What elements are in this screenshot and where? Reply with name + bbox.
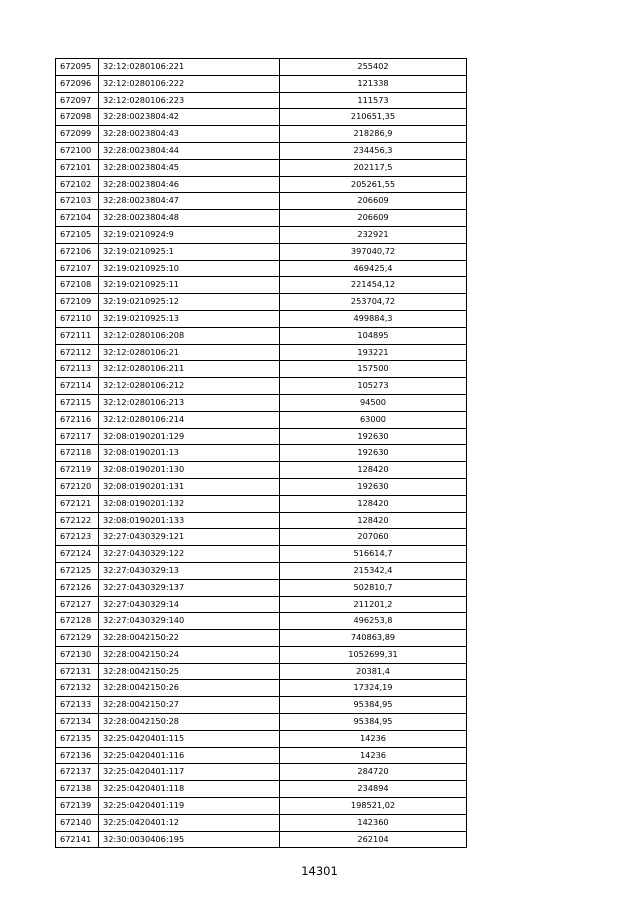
row-number-cell: 672098 bbox=[56, 109, 99, 126]
cadastral-number-cell: 32:28:0042150:26 bbox=[99, 680, 280, 697]
row-number-cell: 672137 bbox=[56, 764, 99, 781]
page-number: 14301 bbox=[301, 864, 338, 878]
table-row bbox=[56, 831, 467, 848]
row-number-cell: 672112 bbox=[56, 344, 99, 361]
row-number-cell: 672113 bbox=[56, 361, 99, 378]
cadastral-number-cell: 32:27:0430329:137 bbox=[99, 579, 280, 596]
table-row bbox=[56, 226, 467, 243]
cadastral-value-cell: 499884,3 bbox=[280, 310, 467, 327]
cadastral-number-cell: 32:19:0210924:9 bbox=[99, 226, 280, 243]
row-number-cell: 672105 bbox=[56, 226, 99, 243]
cadastral-value-cell: 95384,95 bbox=[280, 714, 467, 731]
cadastral-number-cell: 32:28:0023804:47 bbox=[99, 193, 280, 210]
row-number-cell: 672135 bbox=[56, 730, 99, 747]
row-number-cell: 672099 bbox=[56, 126, 99, 143]
cadastral-value-cell: 121338 bbox=[280, 75, 467, 92]
row-number-cell: 672138 bbox=[56, 781, 99, 798]
table-row bbox=[56, 294, 467, 311]
row-number-cell: 672133 bbox=[56, 697, 99, 714]
cadastral-number-cell: 32:25:0420401:118 bbox=[99, 781, 280, 798]
cadastral-value-cell: 14236 bbox=[280, 730, 467, 747]
table-row bbox=[56, 126, 467, 143]
table-row bbox=[56, 512, 467, 529]
cadastral-value-cell: 95384,95 bbox=[280, 697, 467, 714]
cadastral-number-cell: 32:28:0023804:44 bbox=[99, 142, 280, 159]
table-row bbox=[56, 411, 467, 428]
table-row bbox=[56, 747, 467, 764]
cadastral-value-cell: 255402 bbox=[280, 59, 467, 76]
cadastral-value-cell: 192630 bbox=[280, 445, 467, 462]
row-number-cell: 672118 bbox=[56, 445, 99, 462]
row-number-cell: 672116 bbox=[56, 411, 99, 428]
cadastral-value-cell: 253704,72 bbox=[280, 294, 467, 311]
table-row bbox=[56, 92, 467, 109]
row-number-cell: 672123 bbox=[56, 529, 99, 546]
cadastral-value-cell: 740863,89 bbox=[280, 630, 467, 647]
cadastral-number-cell: 32:12:0280106:223 bbox=[99, 92, 280, 109]
cadastral-value-cell: 206609 bbox=[280, 210, 467, 227]
cadastral-number-cell: 32:27:0430329:140 bbox=[99, 613, 280, 630]
cadastral-number-cell: 32:30:0030406:195 bbox=[99, 831, 280, 848]
table-row bbox=[56, 361, 467, 378]
cadastral-value-cell: 157500 bbox=[280, 361, 467, 378]
row-number-cell: 672115 bbox=[56, 394, 99, 411]
table-row bbox=[56, 781, 467, 798]
row-number-cell: 672110 bbox=[56, 310, 99, 327]
cadastral-value-cell: 193221 bbox=[280, 344, 467, 361]
table-row bbox=[56, 495, 467, 512]
cadastral-number-cell: 32:08:0190201:131 bbox=[99, 478, 280, 495]
cadastral-number-cell: 32:12:0280106:221 bbox=[99, 59, 280, 76]
cadastral-number-cell: 32:08:0190201:133 bbox=[99, 512, 280, 529]
table-row bbox=[56, 260, 467, 277]
table-row bbox=[56, 478, 467, 495]
row-number-cell: 672121 bbox=[56, 495, 99, 512]
row-number-cell: 672126 bbox=[56, 579, 99, 596]
cadastral-number-cell: 32:27:0430329:122 bbox=[99, 546, 280, 563]
table-row bbox=[56, 243, 467, 260]
row-number-cell: 672117 bbox=[56, 428, 99, 445]
row-number-cell: 672095 bbox=[56, 59, 99, 76]
cadastral-number-cell: 32:12:0280106:208 bbox=[99, 327, 280, 344]
row-number-cell: 672140 bbox=[56, 814, 99, 831]
row-number-cell: 672122 bbox=[56, 512, 99, 529]
table-row bbox=[56, 310, 467, 327]
cadastral-value-cell: 104895 bbox=[280, 327, 467, 344]
table-row bbox=[56, 798, 467, 815]
row-number-cell: 672119 bbox=[56, 462, 99, 479]
cadastral-number-cell: 32:28:0023804:43 bbox=[99, 126, 280, 143]
row-number-cell: 672120 bbox=[56, 478, 99, 495]
row-number-cell: 672129 bbox=[56, 630, 99, 647]
table-row bbox=[56, 210, 467, 227]
cadastral-value-cell: 232921 bbox=[280, 226, 467, 243]
row-number-cell: 672109 bbox=[56, 294, 99, 311]
cadastral-value-cell: 262104 bbox=[280, 831, 467, 848]
cadastral-value-cell: 128420 bbox=[280, 495, 467, 512]
table-row bbox=[56, 176, 467, 193]
cadastral-number-cell: 32:25:0420401:119 bbox=[99, 798, 280, 815]
cadastral-value-cell: 105273 bbox=[280, 378, 467, 395]
row-number-cell: 672104 bbox=[56, 210, 99, 227]
cadastral-number-cell: 32:12:0280106:213 bbox=[99, 394, 280, 411]
cadastral-number-cell: 32:08:0190201:129 bbox=[99, 428, 280, 445]
table-row bbox=[56, 193, 467, 210]
cadastral-number-cell: 32:12:0280106:211 bbox=[99, 361, 280, 378]
table-row bbox=[56, 613, 467, 630]
cadastral-number-cell: 32:08:0190201:132 bbox=[99, 495, 280, 512]
table-row bbox=[56, 428, 467, 445]
row-number-cell: 672100 bbox=[56, 142, 99, 159]
cadastral-value-cell: 17324,19 bbox=[280, 680, 467, 697]
cadastral-number-cell: 32:28:0023804:46 bbox=[99, 176, 280, 193]
table-row bbox=[56, 142, 467, 159]
table-row bbox=[56, 462, 467, 479]
row-number-cell: 672101 bbox=[56, 159, 99, 176]
table-row bbox=[56, 327, 467, 344]
table-row bbox=[56, 562, 467, 579]
cadastral-value-cell: 218286,9 bbox=[280, 126, 467, 143]
cadastral-number-cell: 32:19:0210925:1 bbox=[99, 243, 280, 260]
row-number-cell: 672106 bbox=[56, 243, 99, 260]
table-row bbox=[56, 75, 467, 92]
row-number-cell: 672131 bbox=[56, 663, 99, 680]
cadastral-value-table bbox=[55, 58, 467, 848]
cadastral-value-cell: 284720 bbox=[280, 764, 467, 781]
table-row bbox=[56, 394, 467, 411]
cadastral-value-cell: 1052699,31 bbox=[280, 646, 467, 663]
row-number-cell: 672125 bbox=[56, 562, 99, 579]
cadastral-value-cell: 63000 bbox=[280, 411, 467, 428]
cadastral-number-cell: 32:25:0420401:117 bbox=[99, 764, 280, 781]
cadastral-value-cell: 111573 bbox=[280, 92, 467, 109]
row-number-cell: 672107 bbox=[56, 260, 99, 277]
cadastral-value-cell: 469425,4 bbox=[280, 260, 467, 277]
cadastral-number-cell: 32:19:0210925:12 bbox=[99, 294, 280, 311]
table-row bbox=[56, 663, 467, 680]
table-row bbox=[56, 714, 467, 731]
cadastral-number-cell: 32:19:0210925:11 bbox=[99, 277, 280, 294]
cadastral-value-cell: 210651,35 bbox=[280, 109, 467, 126]
cadastral-number-cell: 32:28:0023804:48 bbox=[99, 210, 280, 227]
table-row bbox=[56, 546, 467, 563]
table-row bbox=[56, 109, 467, 126]
cadastral-value-cell: 207060 bbox=[280, 529, 467, 546]
table-row bbox=[56, 579, 467, 596]
table-row bbox=[56, 159, 467, 176]
cadastral-number-cell: 32:25:0420401:12 bbox=[99, 814, 280, 831]
cadastral-value-cell: 234894 bbox=[280, 781, 467, 798]
cadastral-number-cell: 32:28:0042150:22 bbox=[99, 630, 280, 647]
cadastral-value-cell: 206609 bbox=[280, 193, 467, 210]
table-row bbox=[56, 697, 467, 714]
table-row bbox=[56, 730, 467, 747]
cadastral-value-cell: 198521,02 bbox=[280, 798, 467, 815]
cadastral-number-cell: 32:27:0430329:121 bbox=[99, 529, 280, 546]
table-row bbox=[56, 378, 467, 395]
cadastral-number-cell: 32:08:0190201:13 bbox=[99, 445, 280, 462]
cadastral-value-cell: 234456,3 bbox=[280, 142, 467, 159]
row-number-cell: 672103 bbox=[56, 193, 99, 210]
cadastral-value-cell: 205261,55 bbox=[280, 176, 467, 193]
cadastral-number-cell: 32:28:0042150:25 bbox=[99, 663, 280, 680]
table-row bbox=[56, 764, 467, 781]
cadastral-value-cell: 128420 bbox=[280, 512, 467, 529]
cadastral-number-cell: 32:27:0430329:14 bbox=[99, 596, 280, 613]
table-row bbox=[56, 529, 467, 546]
cadastral-value-cell: 192630 bbox=[280, 478, 467, 495]
table-row bbox=[56, 277, 467, 294]
row-number-cell: 672128 bbox=[56, 613, 99, 630]
row-number-cell: 672114 bbox=[56, 378, 99, 395]
table-row bbox=[56, 814, 467, 831]
cadastral-value-cell: 128420 bbox=[280, 462, 467, 479]
row-number-cell: 672141 bbox=[56, 831, 99, 848]
cadastral-value-cell: 496253,8 bbox=[280, 613, 467, 630]
row-number-cell: 672108 bbox=[56, 277, 99, 294]
cadastral-number-cell: 32:19:0210925:10 bbox=[99, 260, 280, 277]
cadastral-number-cell: 32:25:0420401:115 bbox=[99, 730, 280, 747]
cadastral-value-cell: 94500 bbox=[280, 394, 467, 411]
cadastral-value-cell: 215342,4 bbox=[280, 562, 467, 579]
cadastral-number-cell: 32:12:0280106:222 bbox=[99, 75, 280, 92]
cadastral-value-cell: 516614,7 bbox=[280, 546, 467, 563]
cadastral-number-cell: 32:12:0280106:212 bbox=[99, 378, 280, 395]
cadastral-number-cell: 32:28:0042150:28 bbox=[99, 714, 280, 731]
table-body bbox=[56, 59, 467, 848]
row-number-cell: 672136 bbox=[56, 747, 99, 764]
row-number-cell: 672132 bbox=[56, 680, 99, 697]
cadastral-value-cell: 397040,72 bbox=[280, 243, 467, 260]
cadastral-number-cell: 32:25:0420401:116 bbox=[99, 747, 280, 764]
cadastral-value-cell: 502810,7 bbox=[280, 579, 467, 596]
cadastral-number-cell: 32:12:0280106:214 bbox=[99, 411, 280, 428]
table-row bbox=[56, 680, 467, 697]
table-row bbox=[56, 646, 467, 663]
row-number-cell: 672124 bbox=[56, 546, 99, 563]
table-row bbox=[56, 344, 467, 361]
cadastral-value-cell: 221454,12 bbox=[280, 277, 467, 294]
table-row bbox=[56, 445, 467, 462]
cadastral-number-cell: 32:12:0280106:21 bbox=[99, 344, 280, 361]
row-number-cell: 672130 bbox=[56, 646, 99, 663]
cadastral-value-cell: 192630 bbox=[280, 428, 467, 445]
cadastral-number-cell: 32:28:0042150:24 bbox=[99, 646, 280, 663]
row-number-cell: 672111 bbox=[56, 327, 99, 344]
cadastral-value-cell: 20381,4 bbox=[280, 663, 467, 680]
cadastral-number-cell: 32:28:0023804:42 bbox=[99, 109, 280, 126]
row-number-cell: 672139 bbox=[56, 798, 99, 815]
row-number-cell: 672102 bbox=[56, 176, 99, 193]
row-number-cell: 672096 bbox=[56, 75, 99, 92]
cadastral-value-cell: 142360 bbox=[280, 814, 467, 831]
cadastral-number-cell: 32:19:0210925:13 bbox=[99, 310, 280, 327]
cadastral-number-cell: 32:28:0042150:27 bbox=[99, 697, 280, 714]
table-row bbox=[56, 630, 467, 647]
cadastral-number-cell: 32:27:0430329:13 bbox=[99, 562, 280, 579]
cadastral-number-cell: 32:08:0190201:130 bbox=[99, 462, 280, 479]
row-number-cell: 672097 bbox=[56, 92, 99, 109]
cadastral-value-cell: 211201,2 bbox=[280, 596, 467, 613]
table-row bbox=[56, 596, 467, 613]
cadastral-value-cell: 202117,5 bbox=[280, 159, 467, 176]
cadastral-number-cell: 32:28:0023804:45 bbox=[99, 159, 280, 176]
row-number-cell: 672127 bbox=[56, 596, 99, 613]
cadastral-value-cell: 14236 bbox=[280, 747, 467, 764]
table-row bbox=[56, 59, 467, 76]
row-number-cell: 672134 bbox=[56, 714, 99, 731]
